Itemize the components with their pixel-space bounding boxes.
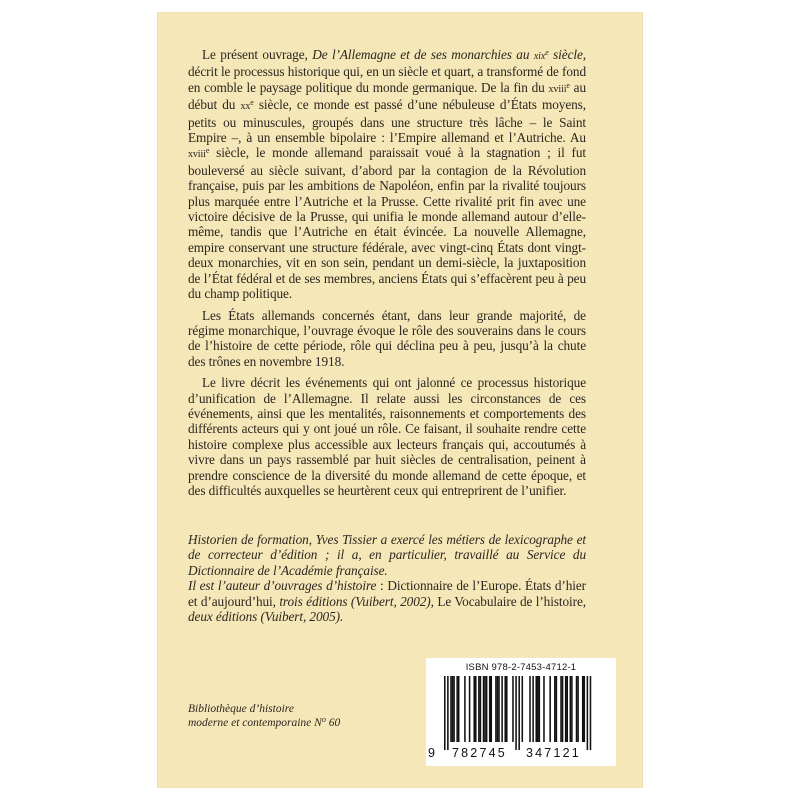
barcode-bar [497, 676, 499, 742]
author-bio [188, 532, 586, 624]
series-name: Bibliothèque d’histoire moderne et contemporaine $N^o$ 60 [188, 703, 341, 729]
barcode-bar [570, 676, 572, 742]
paragraph-3: Le livre décrit les événements qui ont jalonné ce processus historique d’unification de l’Allemagne. Il relate aussi les circonstances de ces événements, ainsi que les mentalités, raisonnements et comportements des différents acteurs qui y ont joué un rôle. Ce faisant, il souhaite rendre cette histoire complexe plus accessible aux lecteurs français qui, accoutumés à vivre dans un pays rassemblé par huit siècles de centralisation, peinent à prendre conscience de la diversité du monde allemand de cette époque, et des difficultés auxquelles se heurtèrent ceux qui entreprirent de l’unifier. [188, 375, 586, 498]
barcode-bar [582, 676, 584, 742]
barcode-bar [543, 676, 545, 742]
barcode-bar [535, 676, 537, 742]
barcode-bar [584, 676, 586, 742]
barcode-bar [464, 676, 466, 742]
barcode-bar [458, 676, 460, 742]
barcode-bar [529, 676, 531, 742]
barcode-bar [456, 676, 458, 742]
barcode-bar [566, 676, 568, 742]
barcode-bar [587, 676, 589, 750]
book-title: De l’Allemagne et de ses monarchies au xix$^e$ siècle, [312, 47, 586, 62]
barcode-bar [539, 676, 541, 742]
barcode-bar [501, 676, 503, 742]
barcode-bar [590, 676, 592, 750]
barcode-bar [522, 676, 524, 742]
barcode-bar [452, 676, 454, 742]
bio-line-2: Il est l’auteur d’ouvrages d’histoire : Dictionnaire de l’Europe. États d’hier et d’aujourd’hui, trois éditions (Vuibert, 2002), Le Vocabulaire de l’histoire, deux éditions (Vuibert, 2005). [188, 578, 586, 625]
barcode-bar [577, 676, 579, 742]
barcode-bar [450, 676, 452, 742]
barcode-bar [480, 676, 482, 742]
paragraph-1: Le présent ouvrage, De l’Allemagne et de ses monarchies au xix$^e$ siècle, décrit le processus historique qui, en un siècle et quart, a transformé de fond en comble le paysage politique du monde germanique. De la fin du xviii$^e$ au début du $xx^e$ siècle, ce monde est passé d’une nébuleuse d’États moyens, petits ou minuscules, groupés dans une structure très lâche – le Saint Empire –, à un ensemble bipolaire : l’Empire allemand et l’Autriche. Au xviii$^e$ siècle, le monde allemand paraissait voué à la stagnation ; il fut bouleversé au siècle suivant, d’abord par la contagion de la Révolution française, puis par les ambitions de Napoléon, enfin par la rivalité toujours plus marquée entre l’Autriche et la Prusse. Cette rivalité prit fin avec une victoire décisive de la Prusse, qui unifia le monde allemand autour d’elle-même, tandis que l’Autriche en était évincée. La nouvelle Allemagne, empire conservant une structure fédérale, avec vingt-cinq États dont vingt-deux monarchies, vit en son sein, pendant un demi-siècle, la juxtaposition de l’État fédéral et de ses membres, anciens États qui s’effacèrent peu à peu du champ politique. [188, 47, 586, 302]
barcode-bar [491, 676, 493, 742]
barcode-bar [515, 676, 517, 750]
barcode-bar [486, 676, 488, 742]
barcode-bar [504, 676, 506, 742]
summary-text [188, 47, 586, 504]
barcode-bar [469, 676, 471, 742]
barcode-bar [506, 676, 508, 742]
barcode-bar [473, 676, 475, 742]
barcode-bar [498, 676, 500, 742]
barcode-bar [576, 676, 578, 742]
barcode-bar [532, 676, 534, 742]
barcode-bar [560, 676, 562, 742]
barcode-bar [512, 676, 514, 742]
barcode-bar [484, 676, 486, 742]
barcode-bar [478, 676, 480, 742]
bio-line-1: Historien de formation, Yves Tissier a exercé les métiers de lexicographe et de correcteur d’édition ; il a, en particulier, travaillé au Service du Dictionnaire de l’Académie française. [188, 532, 586, 578]
barcode-bar [554, 676, 556, 742]
barcode-bar [565, 676, 567, 742]
barcode-bar [475, 676, 477, 742]
barcode-bar [537, 676, 539, 742]
barcode-bar [489, 676, 491, 742]
barcode-bar [447, 676, 449, 750]
barcode-bar [556, 676, 558, 742]
barcode-bar [571, 676, 573, 742]
barcode-bar [549, 676, 551, 742]
barcode-bar [562, 676, 564, 742]
barcode-bar [495, 676, 497, 742]
barcode-bar [518, 676, 520, 750]
barcode-bar [483, 676, 485, 742]
back-cover [158, 13, 642, 787]
barcode: ISBN 978-2-7453-4712-1 9 782745 347121 [426, 658, 616, 766]
barcode-bars [440, 676, 602, 750]
barcode-bar [453, 676, 455, 742]
barcode-bar [444, 676, 446, 750]
isbn-number: ISBN 978-2-7453-4712-1 [465, 662, 577, 673]
paragraph-2: Les États allemands concernés étant, dans leur grande majorité, de régime monarchique, l’ouvrage évoque le rôle des souverains dans le cours de l’histoire de cette période, rôle qui déclina peu à peu, jusqu’à la chute des trônes en novembre 1918. [188, 307, 586, 369]
